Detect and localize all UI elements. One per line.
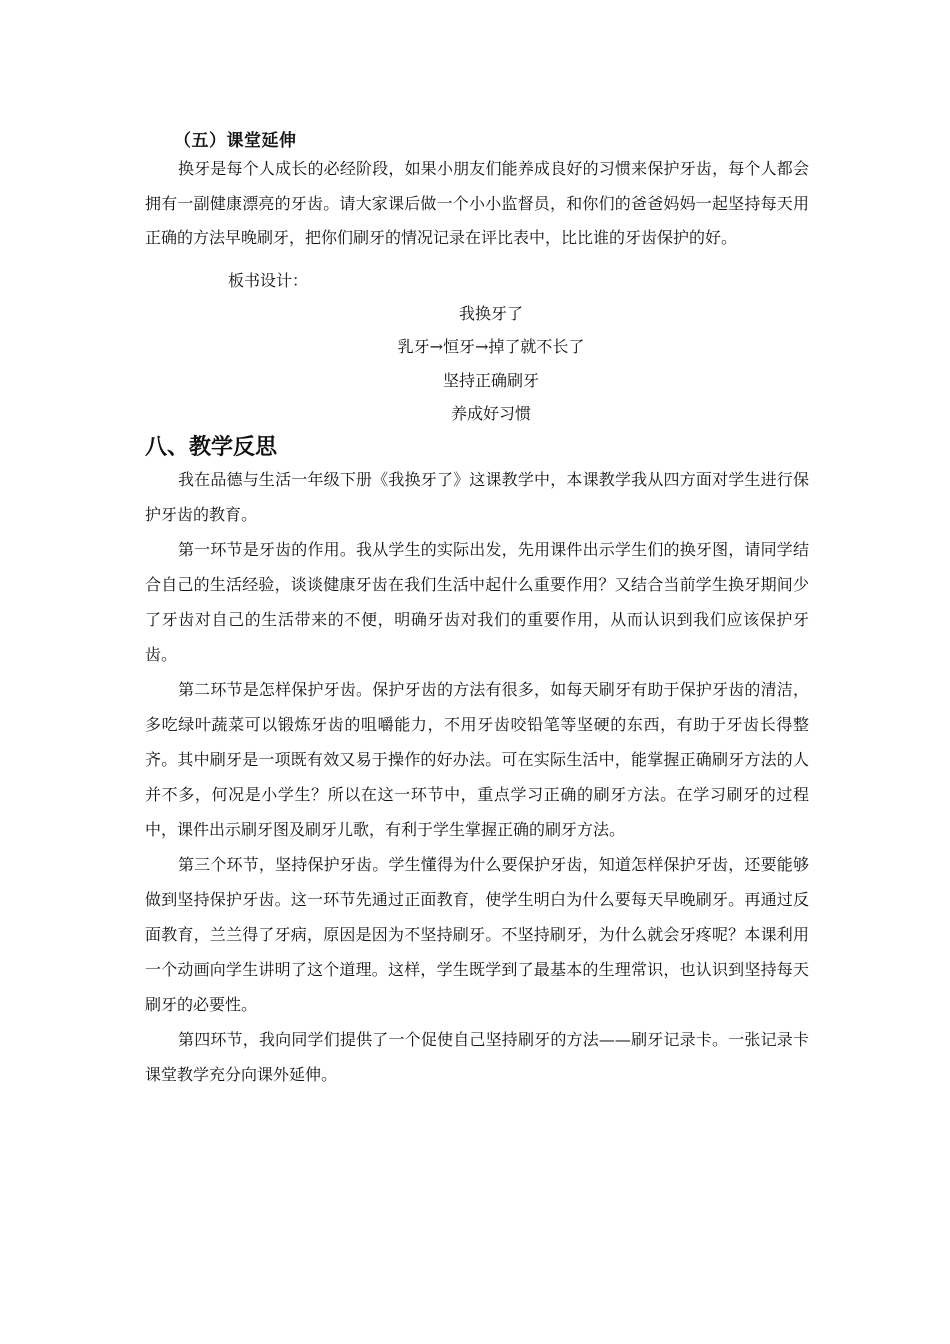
reflection-body bbox=[145, 462, 809, 1092]
reflection-paragraph: 第四环节，我向同学们提供了一个促使自己坚持刷牙的方法——刷牙记录卡。一张记录卡课堂教学充分向课外延伸。 bbox=[145, 1030, 809, 1084]
board-design-line: 乳牙→恒牙→掉了就不长了 bbox=[397, 337, 585, 356]
reflection-paragraph: 第三个环节，坚持保护牙齿。学生懂得为什么要保护牙齿，知道怎样保护牙齿，还要能够做到坚持保护牙齿。这一环节先通过正面教育，使学生明白为什么要每天早晚刷牙。再通过反面教育，兰兰得了牙病，原因是因为不坚持刷牙。不坚持刷牙，为什么就会牙疼呢？本课利用一个动画向学生讲明了这个道理。这样，学生既学到了最基本的生理常识，也认识到坚持每天刷牙的必要性。 bbox=[145, 855, 809, 1014]
section-eight-heading: 八、教学反思 bbox=[145, 435, 278, 460]
board-design-label: 板书设计： bbox=[228, 271, 309, 290]
board-design-title: 我换牙了 bbox=[458, 304, 523, 323]
section-five-heading: （五）课堂延伸 bbox=[174, 131, 297, 151]
reflection-paragraph: 第二环节是怎样保护牙齿。保护牙齿的方法有很多，如每天刷牙有助于保护牙齿的清洁，多吃绿叶蔬菜可以锻炼牙齿的咀嚼能力，不用牙齿咬铅笔等坚硬的东西，有助于牙齿长得整齐。其中刷牙是一项既有效又易于操作的好办法。可在实际生活中，能掌握正确刷牙方法的人并不多，何况是小学生？所以在这一环节中，重点学习正确的刷牙方法。在学习刷牙的过程中，课件出示刷牙图及刷牙儿歌，有利于学生掌握正确的刷牙方法。 bbox=[145, 680, 809, 839]
section-five-paragraph: 换牙是每个人成长的必经阶段，如果小朋友们能养成良好的习惯来保护牙齿，每个人都会拥有一副健康漂亮的牙齿。请大家课后做一个小小监督员，和你们的爸爸妈妈一起坚持每天用正确的方法早晚刷牙，把你们刷牙的情况记录在评比表中，比比谁的牙齿保护的好。 bbox=[145, 159, 809, 247]
reflection-paragraph: 第一环节是牙齿的作用。我从学生的实际出发，先用课件出示学生们的换牙图，请同学结合自己的生活经验，谈谈健康牙齿在我们生活中起什么重要作用？又结合当前学生换牙期间少了牙齿对自己的生活带来的不便，明确牙齿对我们的重要作用，从而认识到我们应该保护牙齿。 bbox=[145, 540, 809, 664]
board-design-line: 坚持正确刷牙 bbox=[442, 371, 539, 390]
reflection-paragraph: 我在品德与生活一年级下册《我换牙了》这课教学中，本课教学我从四方面对学生进行保护牙齿的教育。 bbox=[145, 470, 809, 524]
board-design-line: 养成好习惯 bbox=[450, 404, 531, 423]
